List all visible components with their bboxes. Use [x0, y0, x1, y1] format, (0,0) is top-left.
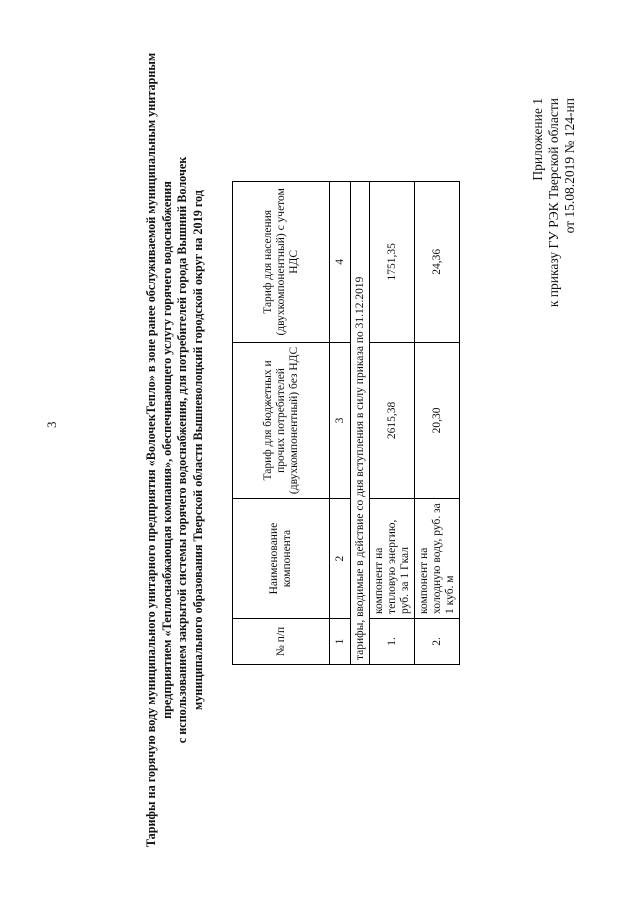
appendix-order-date: от 15.08.2019 № 124-нп: [562, 98, 577, 234]
title-line: предприятием «Теплоснабжающая компания», обеспечивающего услугу горячего водоснабжения: [159, 181, 174, 719]
column-index: 2: [330, 499, 351, 619]
row-population-tariff: 24,36: [415, 182, 460, 343]
document-title: [144, 20, 206, 880]
row-number: 2.: [415, 618, 460, 664]
section-row: [351, 182, 370, 665]
table-row: [370, 182, 415, 665]
header-component: Наименование компонента: [233, 499, 330, 619]
page-number: 3: [44, 421, 59, 428]
row-budget-tariff: 20,30: [415, 342, 460, 499]
row-component: компонент на холодную воду, руб. за 1 куб. м: [415, 499, 460, 619]
column-index: 4: [330, 182, 351, 343]
tariff-table: [232, 181, 460, 665]
column-index: 1: [330, 618, 351, 664]
appendix-header: [530, 98, 578, 880]
header-budget-tariff: Тариф для бюджетных и прочих потребителей (двухкомпонентный) без НДС: [233, 342, 330, 499]
title-line: муниципального образования Тверской области Вышневолоцкий городской округ на 2019 год: [190, 190, 205, 710]
header-population-tariff: Тариф для населения (двухкомпонентный) с учетом НДС: [233, 182, 330, 343]
row-component: компонент на тепловую энергию, руб. за 1 Гкал: [370, 499, 415, 619]
title-line: с использованием закрытой системы горячего водоснабжения, для потребителей города Вышний Волочек: [175, 156, 189, 744]
section-label: тарифы, вводимые в действие со дня вступления в силу приказа по 31.12.2019: [351, 182, 370, 665]
header-number: № п/п: [233, 618, 330, 664]
table-header-row: [233, 182, 330, 665]
appendix-order-reference: к приказу ГУ РЭК Тверской области: [546, 98, 561, 308]
column-index: 3: [330, 342, 351, 499]
title-line: Тарифы на горячую воду муниципального унитарного предприятия «ВолочекТепло» в зоне ранее обслуживаемой муниципальным унитарным: [144, 52, 158, 848]
table-row: [415, 182, 460, 665]
row-budget-tariff: 2615,38: [370, 342, 415, 499]
row-population-tariff: 1751,35: [370, 182, 415, 343]
rotated-page-content: [10, 20, 610, 880]
appendix-label: Приложение 1: [530, 98, 545, 181]
row-number: 1.: [370, 618, 415, 664]
column-index-row: [330, 182, 351, 665]
